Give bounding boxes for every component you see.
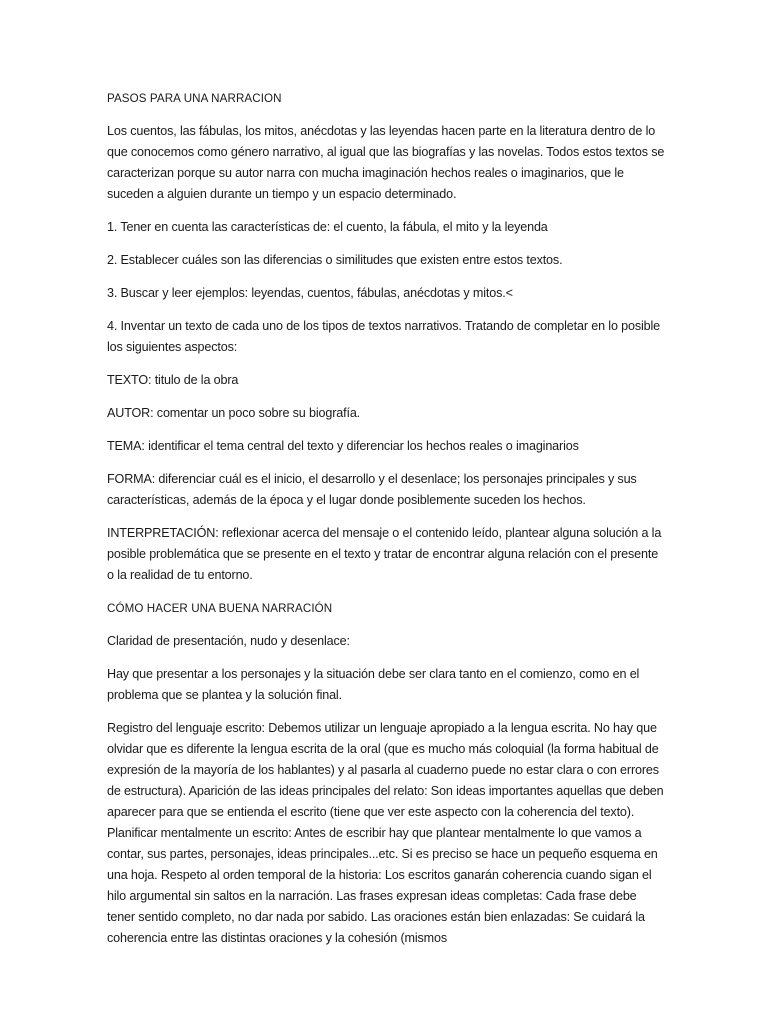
document-page	[107, 88, 667, 961]
aspect-texto: TEXTO: titulo de la obra	[107, 373, 239, 387]
section-2-paragraph-1: Hay que presentar a los personajes y la situación debe ser clara tanto en el comienzo, como en el problema que se plantea y la solución final.	[107, 667, 640, 702]
section-2-title: CÓMO HACER UNA BUENA NARRACIÓN	[107, 602, 333, 615]
document-title: PASOS PARA UNA NARRACION	[107, 92, 282, 105]
step-1: 1. Tener en cuenta las características de: el cuento, la fábula, el mito y la leyenda	[107, 220, 548, 234]
section-2-paragraph-2: Registro del lenguaje escrito: Debemos utilizar un lenguaje apropiado a la lengua escrita. No hay que olvidar que es diferente la lengua escrita de la oral (que es mucho más coloquial (la forma habitual de expresión de la mayoría de los hablantes) y al pasarla al cuaderno puede no estar clara o con errores de estructura). Aparición de las ideas principales del relato: Son ideas importantes aquellas que deben aparecer para que se entienda el escrito (tiene que ver este aspecto con la coherencia del texto). Planificar mentalmente un escrito: Antes de escribir hay que plantear mentalmente lo que vamos a contar, sus partes, personajes, ideas principales...etc. Si es preciso se hace un pequeño esquema en una hoja. Respeto al orden temporal de la historia: Los escritos ganarán coherencia cuando sigan el hilo argumental sin saltos en la narración. Las frases expresan ideas completas: Cada frase debe tener sentido completo, no dar nada por sabido. Las oraciones están bien enlazadas: Se cuidará la coherencia entre las distintas oraciones y la cohesión (mismos	[107, 721, 664, 945]
step-3: 3. Buscar y leer ejemplos: leyendas, cuentos, fábulas, anécdotas y mitos.<	[107, 286, 513, 300]
aspect-forma: FORMA: diferenciar cuál es el inicio, el desarrollo y el desenlace; los personajes principales y sus características, además de la época y el lugar donde posiblemente suceden los hechos.	[107, 472, 637, 507]
section-2-subtitle: Claridad de presentación, nudo y desenlace:	[107, 634, 350, 648]
aspect-tema: TEMA: identificar el tema central del texto y diferenciar los hechos reales o imaginarios	[107, 439, 579, 453]
step-4: 4. Inventar un texto de cada uno de los tipos de textos narrativos. Tratando de completar en lo posible los siguientes aspectos:	[107, 319, 661, 354]
aspect-interpretacion: INTERPRETACIÓN: reflexionar acerca del mensaje o el contenido leído, plantear alguna solución a la posible problemática que se presente en el texto y tratar de encontrar alguna relación con el presente o la realidad de tu entorno.	[107, 526, 662, 582]
step-2: 2. Establecer cuáles son las diferencias o similitudes que existen entre estos textos.	[107, 253, 563, 267]
aspect-autor: AUTOR: comentar un poco sobre su biografía.	[107, 406, 361, 420]
intro-paragraph: Los cuentos, las fábulas, los mitos, anécdotas y las leyendas hacen parte en la literatura dentro de lo que conocemos como género narrativo, al igual que las biografías y las novelas. Todos estos textos se caracterizan porque su autor narra con mucha imaginación hechos reales o imaginarios, que le suceden a alguien durante un tiempo y un espacio determinado.	[107, 124, 665, 201]
